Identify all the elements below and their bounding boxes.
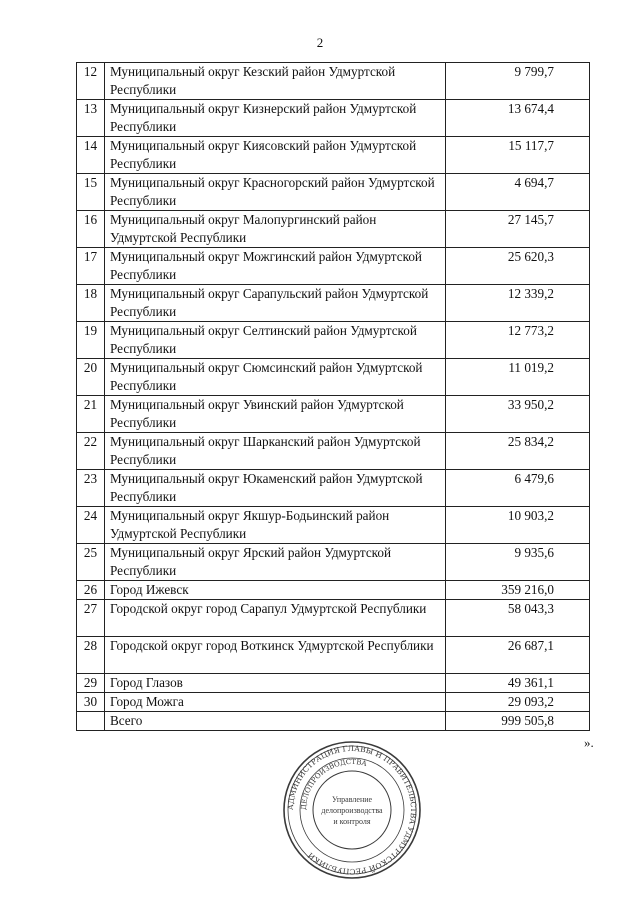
municipality-name: Муниципальный округ Кезский район Удмуртской Республики — [105, 63, 446, 100]
row-number: 28 — [77, 637, 105, 674]
total-row — [77, 712, 590, 731]
allocation-amount: 11 019,2 — [446, 359, 590, 396]
allocation-amount: 13 674,4 — [446, 100, 590, 137]
allocation-amount: 9 935,6 — [446, 544, 590, 581]
allocation-amount: 49 361,1 — [446, 674, 590, 693]
row-number: 20 — [77, 359, 105, 396]
row-number: 22 — [77, 433, 105, 470]
allocation-amount: 27 145,7 — [446, 211, 590, 248]
row-number: 16 — [77, 211, 105, 248]
row-number: 30 — [77, 693, 105, 712]
allocation-table — [76, 62, 590, 731]
stamp-outer-ring-text: АДМИНИСТРАЦИЯ ГЛАВЫ И ПРАВИТЕЛЬСТВА УДМУРТСКОЙ РЕСПУБЛИКИ — [285, 743, 419, 877]
table-row — [77, 693, 590, 712]
allocation-amount: 26 687,1 — [446, 637, 590, 674]
page-number: 2 — [316, 35, 324, 50]
table-row — [77, 396, 590, 433]
row-number: 26 — [77, 581, 105, 600]
table-row — [77, 322, 590, 359]
table-row — [77, 674, 590, 693]
table-row — [77, 581, 590, 600]
municipality-name: Город Глазов — [105, 674, 446, 693]
stamp-center-line-1: Управление — [331, 795, 373, 804]
allocation-amount: 15 117,7 — [446, 137, 590, 174]
municipality-name: Город Ижевск — [105, 581, 446, 600]
municipality-name: Муниципальный округ Якшур-Бодьинский район Удмуртской Республики — [105, 507, 446, 544]
allocation-amount: 25 620,3 — [446, 248, 590, 285]
stamp-center-line-2: делопроизводства — [321, 806, 383, 815]
municipality-name: Муниципальный округ Увинский район Удмуртской Республики — [105, 396, 446, 433]
table-row — [77, 100, 590, 137]
allocation-amount: 29 093,2 — [446, 693, 590, 712]
table-row — [77, 137, 590, 174]
stamp-inner-ring-text: ДЕЛОПРОИЗВОДСТВА — [299, 757, 368, 811]
allocation-amount: 33 950,2 — [446, 396, 590, 433]
municipality-name: Город Можга — [105, 693, 446, 712]
municipality-name: Муниципальный округ Шарканский район Удмуртской Республики — [105, 433, 446, 470]
row-number: 27 — [77, 600, 105, 637]
allocation-amount: 25 834,2 — [446, 433, 590, 470]
row-number: 25 — [77, 544, 105, 581]
stamp-center-line-3: и контроля — [333, 817, 371, 826]
allocation-amount: 6 479,6 — [446, 470, 590, 507]
municipality-name: Городской округ город Воткинск Удмуртской Республики — [105, 637, 446, 674]
total-number-cell — [77, 712, 105, 731]
allocation-amount: 12 773,2 — [446, 322, 590, 359]
total-label: Всего — [105, 712, 446, 731]
municipality-name: Муниципальный округ Сарапульский район Удмуртской Республики — [105, 285, 446, 322]
row-number: 24 — [77, 507, 105, 544]
table-row — [77, 174, 590, 211]
allocation-amount: 10 903,2 — [446, 507, 590, 544]
row-number: 18 — [77, 285, 105, 322]
table-row — [77, 211, 590, 248]
table-row — [77, 285, 590, 322]
allocation-amount: 58 043,3 — [446, 600, 590, 637]
municipality-name: Муниципальный округ Селтинский район Удмуртской Республики — [105, 322, 446, 359]
table-row — [77, 470, 590, 507]
row-number: 21 — [77, 396, 105, 433]
row-number: 13 — [77, 100, 105, 137]
row-number: 19 — [77, 322, 105, 359]
municipality-name: Муниципальный округ Юкаменский район Удмуртской Республики — [105, 470, 446, 507]
closing-quote-mark: ». — [584, 735, 594, 750]
allocation-amount: 359 216,0 — [446, 581, 590, 600]
municipality-name: Муниципальный округ Красногорский район Удмуртской Республики — [105, 174, 446, 211]
table-row — [77, 248, 590, 285]
allocation-amount: 12 339,2 — [446, 285, 590, 322]
allocation-amount: 4 694,7 — [446, 174, 590, 211]
table-row — [77, 637, 590, 674]
row-number: 29 — [77, 674, 105, 693]
municipality-name: Муниципальный округ Кизнерский район Удмуртской Республики — [105, 100, 446, 137]
row-number: 14 — [77, 137, 105, 174]
table-row — [77, 63, 590, 100]
municipality-name: Муниципальный округ Малопургинский район Удмуртской Республики — [105, 211, 446, 248]
table-row — [77, 507, 590, 544]
official-stamp — [282, 740, 422, 880]
table-row — [77, 600, 590, 637]
municipality-name: Муниципальный округ Ярский район Удмуртской Республики — [105, 544, 446, 581]
allocation-table-body — [77, 63, 590, 731]
municipality-name: Муниципальный округ Сюмсинский район Удмуртской Республики — [105, 359, 446, 396]
table-row — [77, 433, 590, 470]
row-number: 17 — [77, 248, 105, 285]
table-row — [77, 359, 590, 396]
row-number: 12 — [77, 63, 105, 100]
table-row — [77, 544, 590, 581]
municipality-name: Муниципальный округ Можгинский район Удмуртской Республики — [105, 248, 446, 285]
total-amount: 999 505,8 — [446, 712, 590, 731]
municipality-name: Муниципальный округ Киясовский район Удмуртской Республики — [105, 137, 446, 174]
row-number: 23 — [77, 470, 105, 507]
municipality-name: Городской округ город Сарапул Удмуртской Республики — [105, 600, 446, 637]
row-number: 15 — [77, 174, 105, 211]
allocation-amount: 9 799,7 — [446, 63, 590, 100]
